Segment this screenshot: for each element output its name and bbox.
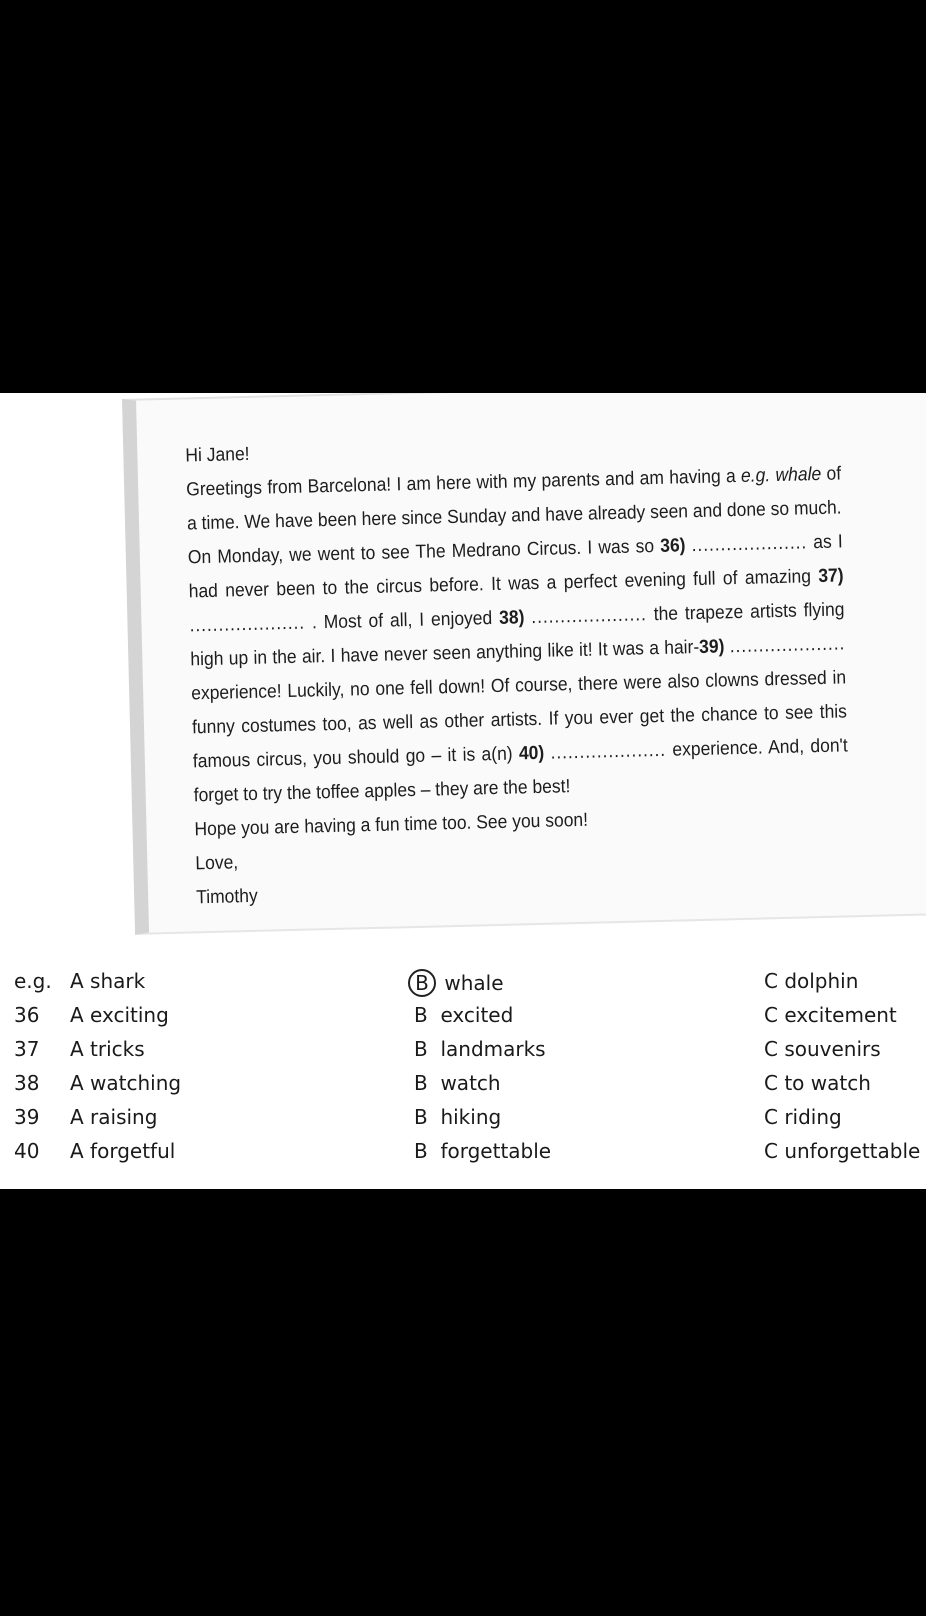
option-row — [0, 1071, 926, 1105]
option-a: A watching — [70, 1071, 182, 1095]
option-a: A exciting — [70, 1003, 169, 1027]
option-c: C excitement — [764, 1003, 897, 1027]
option-c: C dolphin — [764, 969, 859, 993]
blank-37: .................... — [189, 612, 306, 637]
greeting: Hi Jane! — [185, 443, 250, 467]
option-row — [0, 1105, 926, 1139]
paragraph-2: On Monday, we went to see The Medrano Circus. I was so 36) .................... as I had never been to the circus before. It was a perfect evening full of amazing 37) .................... . Most of all, I enjoyed 38) .................... the trapeze artists flying high up in the air. I have never seen anything like it! It was a hair-39) .................... experience! Luckily, no one fell down! Of course, there were also clowns dressed in funny costumes too, as well as other artists. If you ever get the chance to see this famous circus, you should go – it is a(n) 40) .................... experience. And, don't forget to try the toffee apples – they are the best! — [187, 531, 849, 807]
worksheet-page — [0, 393, 926, 1189]
option-row — [0, 1037, 926, 1071]
blank-36: .................... — [691, 532, 808, 557]
option-a: A tricks — [70, 1037, 145, 1061]
option-b: B watch — [414, 1071, 501, 1095]
option-b: B landmarks — [414, 1037, 546, 1061]
option-b: B whale — [414, 969, 504, 997]
question-40-number: 40) — [518, 742, 545, 765]
option-a: A raising — [70, 1105, 158, 1129]
closing-line: Hope you are having a fun time too. See you soon! — [194, 809, 589, 841]
option-row — [0, 1003, 926, 1037]
example-answer: e.g. whale — [740, 463, 822, 487]
option-row — [0, 969, 926, 1003]
option-b: B forgettable — [414, 1139, 552, 1163]
signature: Timothy — [195, 885, 258, 909]
question-38-number: 38) — [498, 607, 525, 629]
option-row — [0, 1139, 926, 1173]
option-number: 39 — [14, 1105, 40, 1129]
blank-38: .................... — [531, 604, 648, 629]
paragraph-1: Greetings from Barcelona! I am here with my parents and am having a e.g. whale of a time. We have been here since Sunday and have already seen and done so much. — [185, 463, 842, 535]
postcard — [122, 393, 926, 935]
question-39-number: 39) — [698, 636, 725, 658]
circled-answer-icon: B — [408, 969, 436, 997]
question-36-number: 36) — [659, 535, 686, 557]
option-number: 36 — [14, 1003, 40, 1027]
option-b: B excited — [414, 1003, 514, 1027]
option-c: C riding — [764, 1105, 842, 1129]
option-number: 37 — [14, 1037, 40, 1061]
option-number: e.g. — [14, 969, 52, 993]
option-c: C to watch — [764, 1071, 871, 1095]
question-37-number: 37) — [818, 565, 844, 588]
option-b: B hiking — [414, 1105, 502, 1129]
blank-40: .................... — [550, 739, 667, 764]
option-number: 40 — [14, 1139, 40, 1163]
option-a: A forgetful — [70, 1139, 176, 1163]
blank-39: .................... — [729, 633, 846, 658]
option-c: C unforgettable — [764, 1139, 921, 1163]
love-line: Love, — [195, 852, 239, 875]
option-c: C souvenirs — [764, 1037, 881, 1061]
option-number: 38 — [14, 1071, 40, 1095]
option-a: A shark — [70, 969, 146, 993]
letter-text — [185, 423, 851, 915]
